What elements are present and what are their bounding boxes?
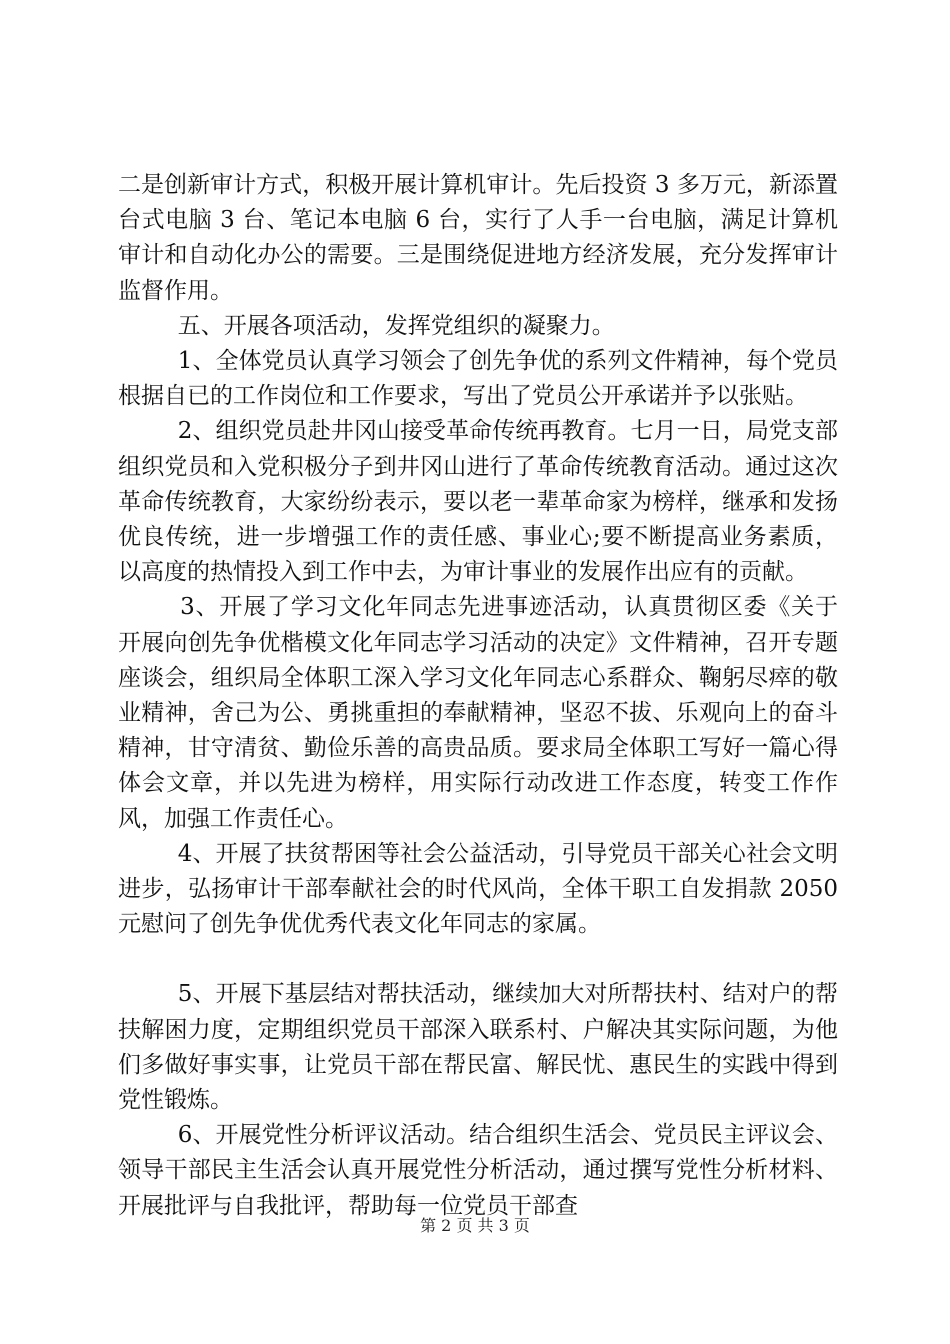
paragraph-audit-innovation: 二是创新审计方式，积极开展计算机审计。先后投资 3 多万元，新添置台式电脑 3 台、笔记本电脑 6 台，实行了人手一台电脑，满足计算机审计和自动化办公的需要。三是围绕促进地方经济发展，充分发挥审计监督作用。: [118, 172, 838, 304]
section-heading-five: 五、开展各项活动，发挥党组织的凝聚力。: [177, 312, 615, 339]
page-number-footer: 第 2 页 共 3 页: [420, 1216, 530, 1235]
paragraph-item-4: 4、开展了扶贫帮困等社会公益活动，引导党员干部关心社会文明进步，弘扬审计干部奉献社会的时代风尚，全体干职工自发捐款 2050 元慰问了创先争优优秀代表文化年同志的家属。: [118, 840, 838, 938]
paragraph-item-6: 6、开展党性分析评议活动。结合组织生活会、党员民主评议会、领导干部民主生活会认真开展党性分析活动，通过撰写党性分析材料、开展批评与自我批评，帮助每一位党员干部查: [118, 1122, 838, 1219]
paragraph-item-5: 5、开展下基层结对帮扶活动，继续加大对所帮扶村、结对户的帮扶解困力度，定期组织党员干部深入联系村、户解决其实际问题，为他们多做好事实事，让党员干部在帮民富、解民忧、惠民生的实践中得到党性锻炼。: [118, 981, 838, 1114]
paragraph-item-1: 1、全体党员认真学习领会了创先争优的系列文件精神，每个党员根据自已的工作岗位和工作要求，写出了党员公开承诺并予以张贴。: [118, 348, 838, 410]
paragraph-item-2: 2、组织党员赴井冈山接受革命传统再教育。七月一日，局党支部组织党员和入党积极分子到井冈山进行了革命传统教育活动。通过这次革命传统教育，大家纷纷表示，要以老一辈革命家为榜样，继承和发扬优良传统，进一步增强工作的责任感、事业心;要不断提高业务素质，以高度的热情投入到工作中去，为审计事业的发展作出应有的贡献。: [118, 418, 838, 586]
document-body: [118, 168, 838, 1224]
paragraph-item-3: 3、开展了学习文化年同志先进事迹活动，认真贯彻区委《关于开展向创先争优楷模文化年同志学习活动的决定》文件精神，召开专题座谈会，组织局全体职工深入学习文化年同志心系群众、鞠躬尽瘁的敬业精神，舍己为公、勇挑重担的奉献精神，坚忍不拔、乐观向上的奋斗精神，甘守清贫、勤俭乐善的高贵品质。要求局全体职工写好一篇心得体会文章，并以先进为榜样，用实际行动改进工作态度，转变工作作风，加强工作责任心。: [118, 594, 838, 832]
